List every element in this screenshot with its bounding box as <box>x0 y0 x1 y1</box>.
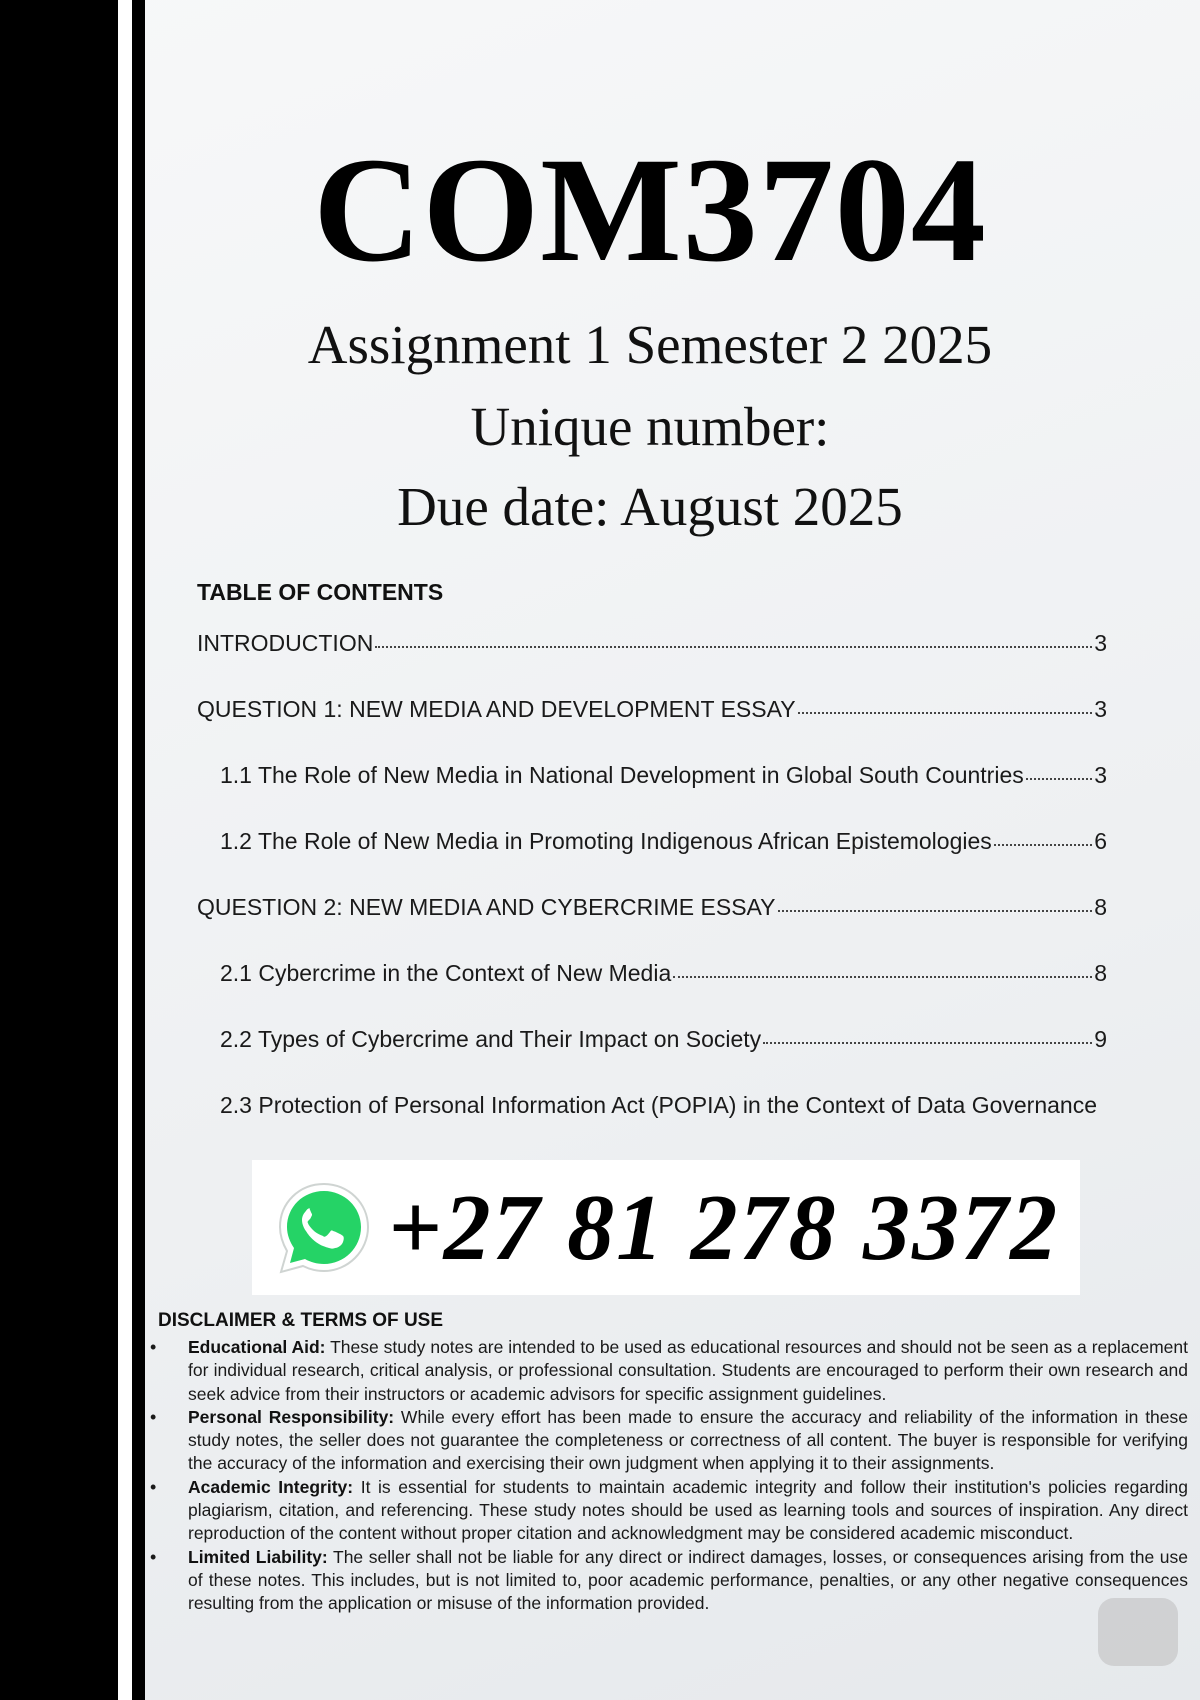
disclaimer-item-educational-aid <box>148 1336 1188 1406</box>
toc-leader-dots <box>994 844 1092 846</box>
disclaimer-item-text: While every effort has been made to ensure the accuracy and reliability of the information in these study notes, the seller does not guarantee the completeness or correctness of all content. The buyer is responsible for verifying the accuracy of the information and exercising their own judgment when applying it to their assignments. <box>188 1406 1189 1474</box>
toc-entry-page: 8 <box>1094 894 1107 920</box>
disclaimer-title: DISCLAIMER & TERMS OF USE <box>158 1310 444 1331</box>
toc-leader-dots <box>778 910 1093 912</box>
toc-entry-1-1[interactable] <box>197 762 1107 828</box>
toc-leader-dots <box>673 976 1092 978</box>
toc-entry-question-1[interactable] <box>197 696 1107 762</box>
disclaimer-item-label: Academic Integrity: <box>188 1476 354 1497</box>
toc-entry-2-2[interactable] <box>197 1026 1107 1092</box>
toc-entry-question-2[interactable] <box>197 894 1107 960</box>
left-border-gap <box>118 0 132 1700</box>
toc-entry-title: QUESTION 2: NEW MEDIA AND CYBERCRIME ESSAY <box>197 894 776 920</box>
toc-leader-dots <box>763 1042 1092 1044</box>
disclaimer-item-text: These study notes are intended to be used as educational resources and should not be seen as a replacement for individual research, critical analysis, or professional consultation. Students are encouraged to perform their own research and seek advice from their instructors or academic advisors for specific assignment guidelines. <box>188 1337 1188 1404</box>
left-border-bar <box>0 0 118 1700</box>
toc-entry-page: 9 <box>1094 1026 1107 1052</box>
course-code-title: COM3704 <box>313 127 987 293</box>
whatsapp-contact-banner[interactable] <box>252 1160 1080 1295</box>
toc-entry-title: INTRODUCTION <box>197 630 374 656</box>
toc-entry-page: 3 <box>1094 630 1107 656</box>
disclaimer-item-text: It is essential for students to maintain academic integrity and follow their institution's policies regarding plagiarism, citation, and referencing. These study notes should be used as learning tools and sources of inspiration. Any direct reproduction of the content without proper citation and acknowledgment may be considered academic misconduct. <box>188 1476 1188 1544</box>
disclaimer-item-label: Personal Responsibility: <box>188 1406 395 1427</box>
toc-entry-2-3[interactable] <box>197 1092 1180 1158</box>
toc-entry-title: 2.3 Protection of Personal Information Act (POPIA) in the Context of Data Governance <box>220 1092 1098 1118</box>
toc-leader-dots <box>798 712 1093 714</box>
toc-entry-2-1[interactable] <box>197 960 1107 1026</box>
toc-leader-dots <box>375 646 1092 648</box>
toc-entry-title: 1.1 The Role of New Media in National Development in Global South Countries <box>220 762 1024 788</box>
disclaimer-item-personal-responsibility <box>148 1406 1188 1476</box>
disclaimer-item-text: The seller shall not be liable for any direct or indirect damages, losses, or consequences arising from the use of these notes. This includes, but is not limited to, poor academic performance, penalties, or any other negative consequences resulting from the application or misuse of the information provided. <box>188 1546 1188 1614</box>
assignment-subtitle: Assignment 1 Semester 2 2025 <box>307 314 993 375</box>
toc-entry-page: 6 <box>1094 828 1107 854</box>
toc-entry-1-2[interactable] <box>197 828 1107 894</box>
toc-entry-introduction[interactable] <box>197 630 1107 696</box>
disclaimer-list <box>148 1336 1188 1616</box>
disclaimer-item-limited-liability <box>148 1546 1188 1616</box>
toc-entry-page: 8 <box>1094 960 1107 986</box>
table-of-contents <box>197 630 1107 1158</box>
toc-entry-page: 3 <box>1094 762 1107 788</box>
toc-heading: TABLE OF CONTENTS <box>197 579 444 605</box>
toc-entry-title: 2.1 Cybercrime in the Context of New Media <box>220 960 672 986</box>
phone-number: +27 81 278 3372 <box>388 1175 1060 1280</box>
left-border-thin-bar <box>132 0 145 1700</box>
disclaimer-item-label: Educational Aid: <box>188 1337 326 1357</box>
toc-entry-title: 1.2 The Role of New Media in Promoting Indigenous African Epistemologies <box>220 828 992 854</box>
toc-entry-title: 2.2 Types of Cybercrime and Their Impact on Society <box>220 1026 762 1052</box>
toc-entry-page: 3 <box>1094 696 1107 722</box>
whatsapp-icon <box>274 1178 374 1278</box>
due-date-line: Due date: August 2025 <box>397 476 903 537</box>
disclaimer-item-academic-integrity <box>148 1476 1188 1546</box>
unique-number-line: Unique number: <box>470 396 830 457</box>
toc-entry-title: QUESTION 1: NEW MEDIA AND DEVELOPMENT ESSAY <box>197 696 796 722</box>
floating-corner-button[interactable] <box>1098 1598 1178 1666</box>
disclaimer-item-label: Limited Liability: <box>188 1546 328 1567</box>
toc-leader-dots <box>1026 778 1092 780</box>
